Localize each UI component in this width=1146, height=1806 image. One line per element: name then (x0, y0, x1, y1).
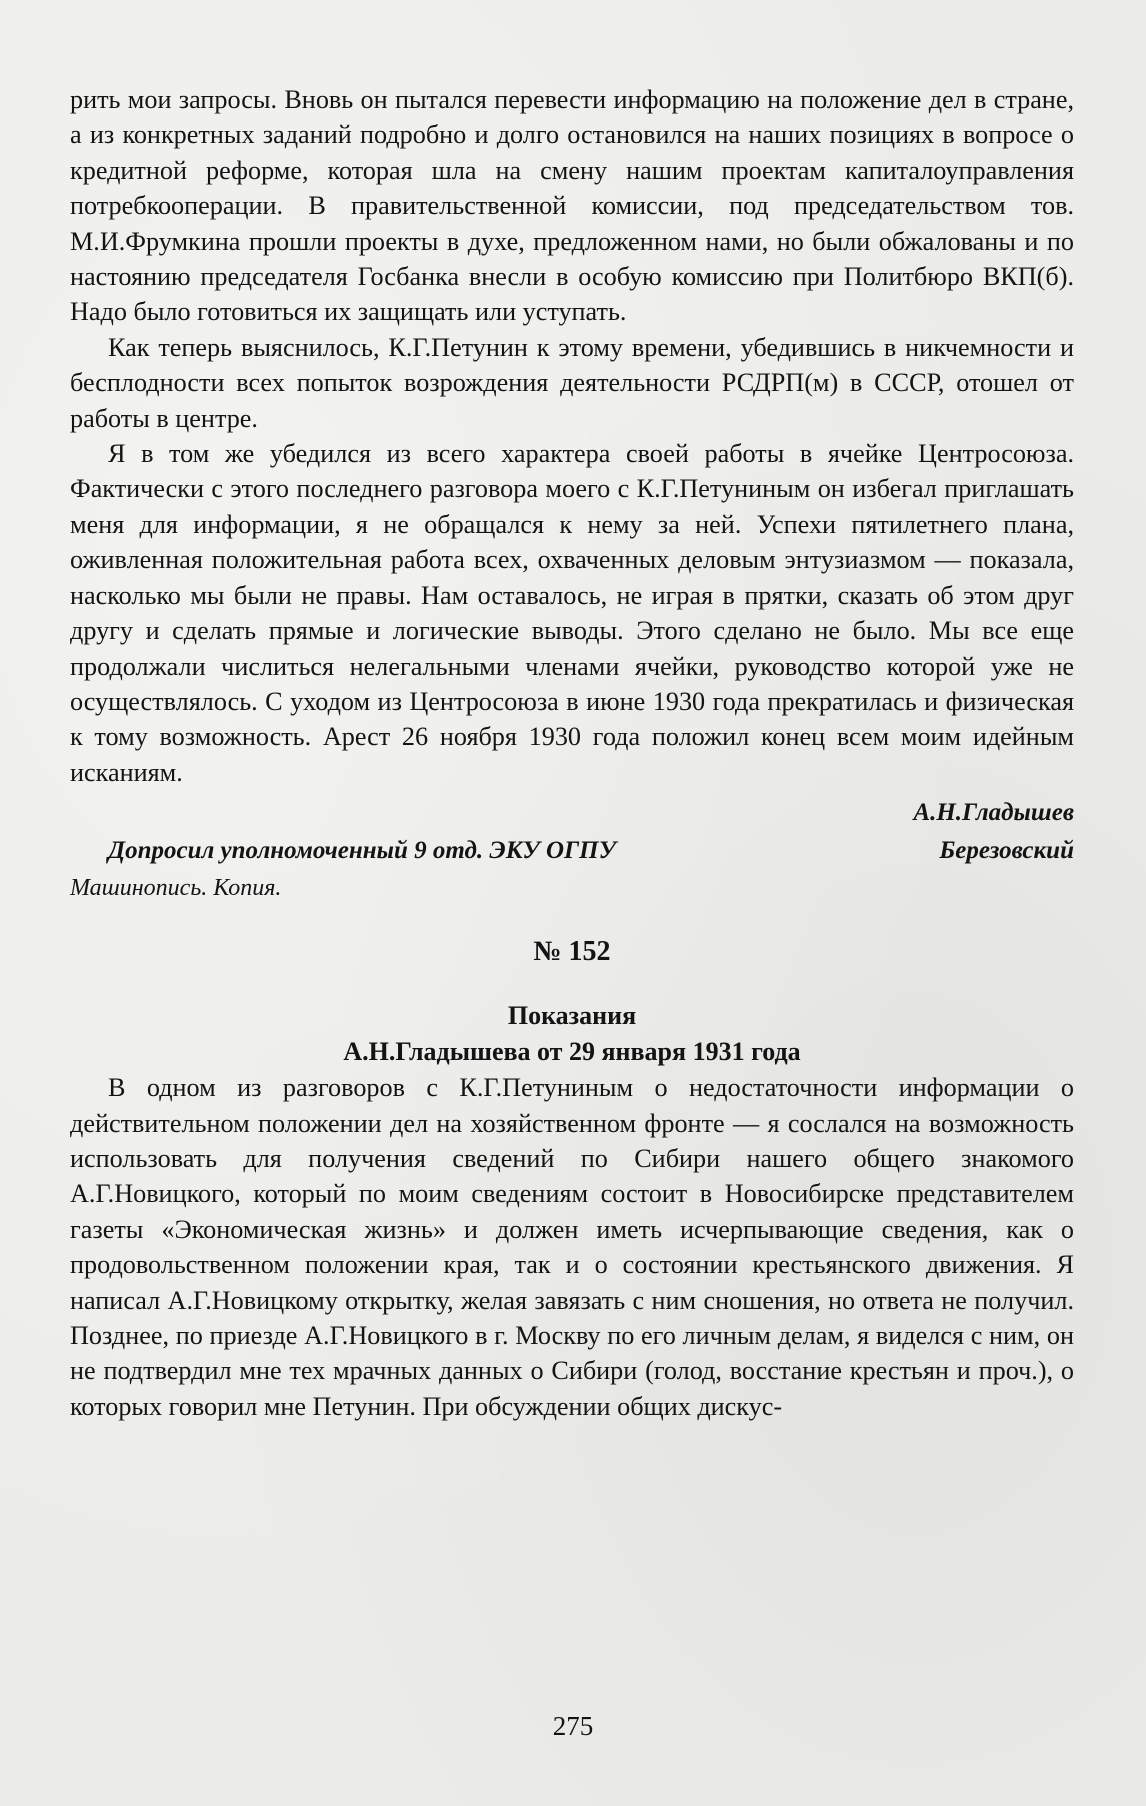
paragraph-centrosoyuz-cell: Я в том же убедился из всего характера своей работы в ячейке Центросоюза. Фактически с этого последнего разговора моего с К.Г.Петуниным он избегал приглашать меня для информации, я не обращался к нему за ней. Успехи пятилетнего плана, оживленная положительная работа всех, охваченных деловым энтузиазмом — показала, насколько мы были не правы. Нам оставалось, не играя в прятки, сказать об этом друг другу и сделать прямые и логические выводы. Этого сделано не было. Мы все еще продолжали числиться нелегальными членами ячейки, руководство которой уже не осуществлялось. С уходом из Центросоюза в июне 1930 года прекратилась и физическая к тому возможность. Арест 26 ноября 1930 года положил конец всем моим идейным исканиям. (70, 439, 1074, 787)
document-title: Показания (507, 1001, 637, 1031)
page-number: 275 (552, 1711, 594, 1741)
signature-interrogator-row (70, 832, 1074, 870)
paragraph-continuation: рить мои запросы. Вновь он пытался перевести информацию на положение дел в стране, а из конкретных заданий подробно и долго остановился на наших позициях в вопросе о кредитной реформе, которая шла на смену нашим проектам капиталоуправления потребкооперации. В правительственной комиссии, под председательством тов. М.И.Фрумкина прошли проекты в духе, предложенном нами, но были обжалованы и по настоянию председателя Госбанка внесли в особую комиссию при Политбюро ВКП(б). Надо было готовиться их защищать или уступать. (70, 85, 1074, 327)
paragraph-petunin-withdrawal: Как теперь выяснилось, К.Г.Петунин к этому времени, убедившись в никчемности и бесплодности всех попыток возрождения деятельности РСДРП(м) в СССР, отошел от работы в центре. (70, 332, 1074, 433)
document-number: № 152 (533, 936, 611, 968)
interrogator-label: Допросил уполномоченный 9 отд. ЭКУ ОГПУ (108, 837, 616, 865)
interrogator-name: Березовский (939, 837, 1074, 865)
paragraph-testimony: В одном из разговоров с К.Г.Петуниным о недостаточности информации о действительном положении дел на хозяйственном фронте — я сослался на возможность использовать для получения сведений по Сибири нашего общего знакомого А.Г.Новицкого, который по моим сведениям состоит в Новосибирске представителем газеты «Экономическая жизнь» и должен иметь исчерпывающие сведения, как о продовольственном положении края, так и о состоянии крестьянского движения. Я написал А.Г.Новицкому открытку, желая завязать с ним сношения, но ответа не получил. Позднее, по приезде А.Г.Новицкого в г. Москву по его личным делам, я виделся с ним, он не подтвердил мне тех мрачных данных о Сибири (голод, восстание крестьян и проч.), о которых говорил мне Петунин. При обсуждении общих дискус- (70, 1073, 1074, 1421)
signature-author: А.Н.Гладышев (913, 799, 1074, 827)
signature-author-row (70, 794, 1074, 832)
document-subtitle: А.Н.Гладышева от 29 января 1931 года (343, 1037, 801, 1067)
source-note: Машинопись. Копия. (70, 875, 282, 902)
